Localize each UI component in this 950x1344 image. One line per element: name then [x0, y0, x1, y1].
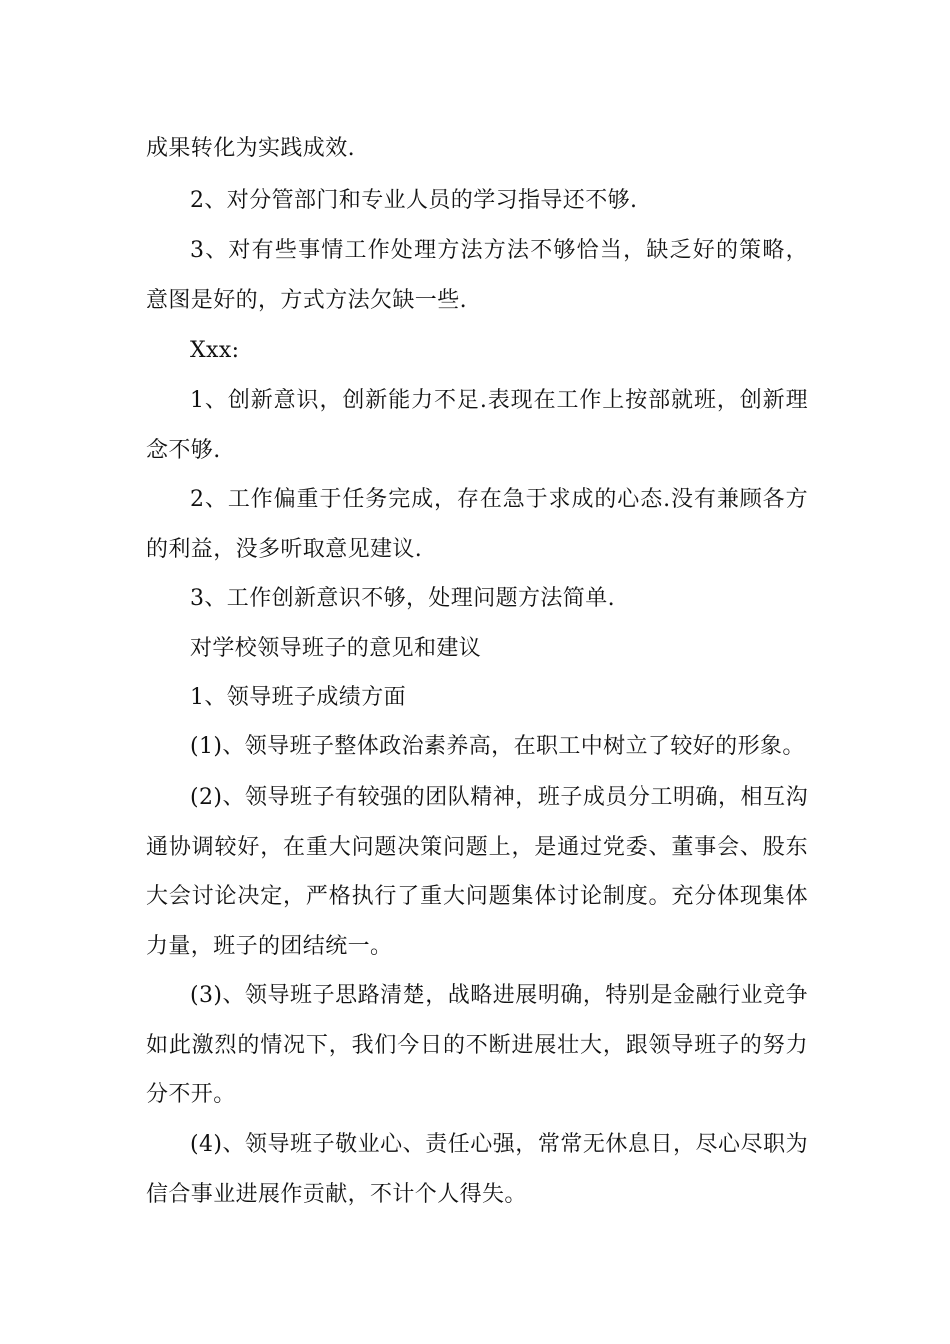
paragraph-xxx-item-3: 3、工作创新意识不够，处理问题方法简单.	[190, 586, 615, 611]
section-label-xxx: Xxx:	[190, 338, 240, 363]
section-heading: 对学校领导班子的意见和建议	[190, 636, 482, 661]
paragraph-point-3: (3)、领导班子思路清楚，战略进展明确，特别是金融行业竞争如此激烈的情况下，我们今日的不断进展壮大，跟领导班子的努力分不开。	[146, 983, 808, 1107]
paragraph-item-2: 2、对分管部门和专业人员的学习指导还不够.	[190, 188, 638, 213]
paragraph-xxx-item-2: 2、工作偏重于任务完成，存在急于求成的心态.没有兼顾各方的利益，没多听取意见建议.	[146, 487, 808, 562]
paragraph-point-1: (1)、领导班子整体政治素养高，在职工中树立了较好的形象。	[190, 734, 805, 759]
paragraph-xxx-item-1: 1、创新意识，创新能力不足.表现在工作上按部就班，创新理念不够.	[146, 388, 808, 463]
paragraph-item-3: 3、对有些事情工作处理方法方法不够恰当，缺乏好的策略，意图是好的，方式方法欠缺一些.	[146, 238, 808, 313]
paragraph-point-2: (2)、领导班子有较强的团队精神，班子成员分工明确，相互沟通协调较好，在重大问题决策问题上，是通过党委、董事会、股东大会讨论决定，严格执行了重大问题集体讨论制度。充分体现集体力量，班子的团结统一。	[146, 785, 808, 959]
paragraph-continuation: 成果转化为实践成效.	[146, 136, 355, 161]
paragraph-point-4: (4)、领导班子敬业心、责任心强，常常无休息日，尽心尽职为信合事业进展作贡献，不计个人得失。	[146, 1132, 808, 1207]
subsection-heading: 1、领导班子成绩方面	[190, 685, 406, 710]
